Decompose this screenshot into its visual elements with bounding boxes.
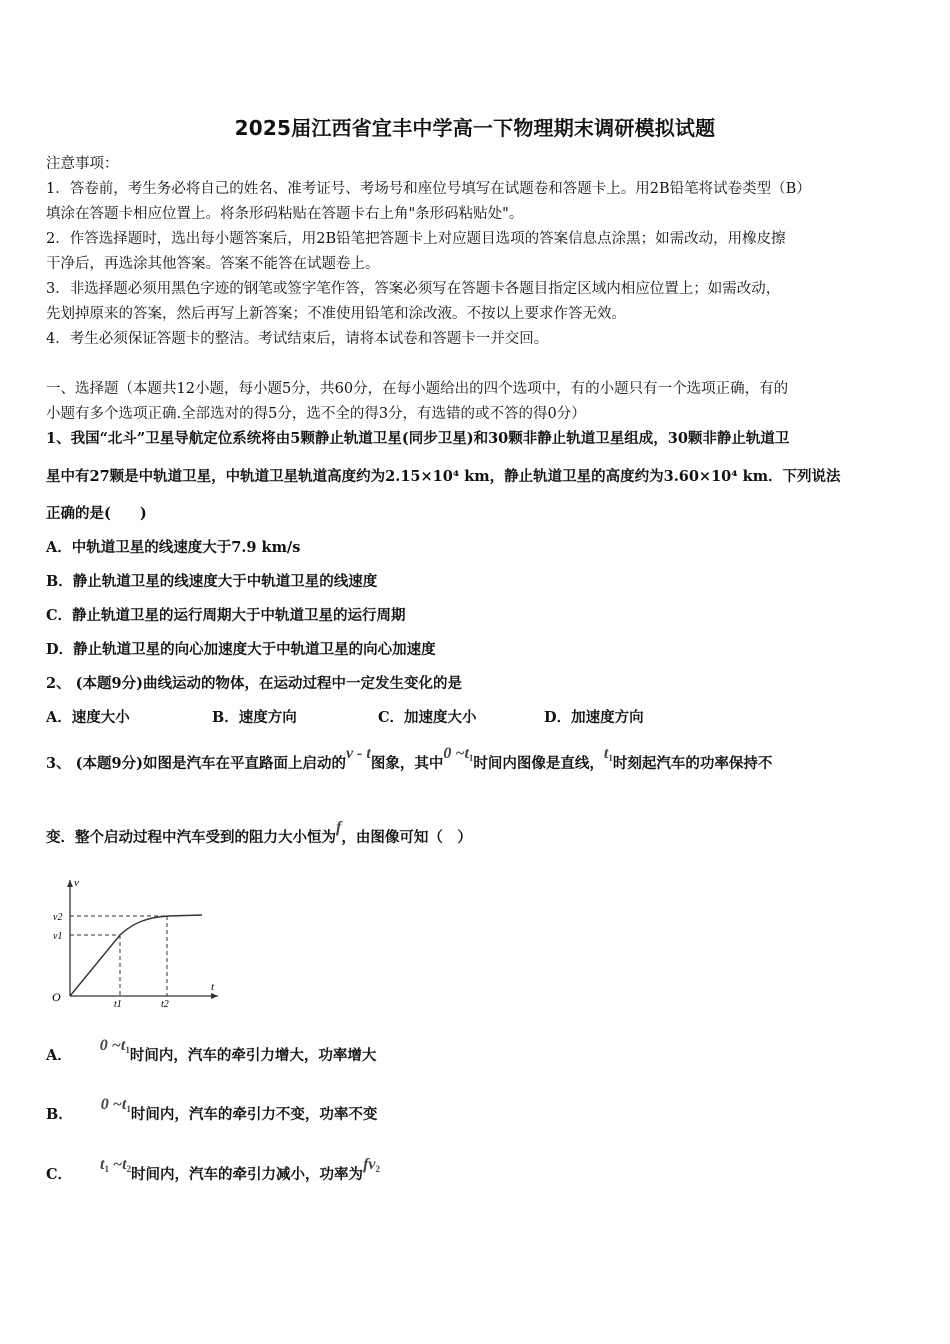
q3-stem-part: ，由图像可知（ ）: [341, 829, 472, 846]
q1-stem: 星中有27颗是中轨道卫星，中轨道卫星轨道高度约为2.15×10⁴ km，静止轨道卫星的高度约为3.60×10⁴ km．下列说法: [46, 468, 841, 485]
v2-label: v2: [53, 912, 63, 923]
q3-option-b: B．0 $\sim t_1$时间内，汽车的牵引力不变，功率不变: [46, 1096, 378, 1123]
q3-stem: [46, 745, 773, 773]
q3-stem-part: 时刻起汽车的功率保持不: [612, 755, 773, 772]
q3-math-f: f: [336, 819, 342, 836]
notice-line: 先划掉原来的答案，然后再写上新答案；不准使用铅笔和涂改液。不按以上要求作答无效。: [46, 306, 626, 322]
q1-stem: 1、我国“北斗”卫星导航定位系统将由5颗静止轨道卫星(同步卫星)和30颗非静止轨道卫星组成，30颗非静止轨道卫: [46, 430, 790, 447]
x-axis-arrow: [211, 993, 218, 999]
section-heading-cont: 小题有多个选项正确.全部选对的得5分，选不全的得3分，有选错的或不答的得0分）: [46, 406, 586, 422]
v1-label: v1: [53, 931, 63, 942]
q3-optC-math: $t_1$ $\sim t_2$: [100, 1156, 132, 1174]
vt-graph: [44, 872, 224, 1012]
q3-math-t1: $t_1$: [603, 745, 613, 763]
q3-option-c: C．$t_1$ $\sim t_2$时间内，汽车的牵引力减小，功率为$fv_2$: [46, 1156, 380, 1183]
q2-option-b: B．速度方向: [212, 709, 297, 726]
notice-line: 干净后，再选涂其他答案。答案不能答在试题卷上。: [46, 256, 380, 272]
q2-option-c: C．加速度大小: [378, 709, 477, 726]
notice-line: 3．非选择题必须用黑色字迹的钢笔或签字笔作答，答案必须写在答题卡各题目指定区域内相应位置上；如需改动，: [46, 281, 781, 297]
q1-option-c: C．静止轨道卫星的运行周期大于中轨道卫星的运行周期: [46, 607, 406, 624]
q3-math-0t1: 0 $\sim t_1$: [443, 745, 474, 763]
y-axis-label: v: [74, 877, 79, 889]
vt-curve: [70, 915, 202, 996]
q1-option-b: B．静止轨道卫星的线速度大于中轨道卫星的线速度: [46, 573, 378, 590]
q3-math-vt: v - t: [345, 745, 371, 762]
q1-stem: 正确的是( ): [46, 505, 147, 522]
q3-stem-line2: [46, 819, 472, 847]
q2-option-a: A．速度大小: [46, 709, 130, 726]
q3-option-a: A．0 $\sim t_1$时间内，汽车的牵引力增大，功率增大: [46, 1037, 377, 1064]
q3-stem-part: 时间内图像是直线，: [473, 755, 604, 772]
q1-option-a: A．中轨道卫星的线速度大于7.9 km/s: [46, 539, 301, 556]
q2-option-d: D．加速度方向: [544, 709, 644, 726]
q3-stem-part: 变．整个启动过程中汽车受到的阻力大小恒为: [46, 829, 336, 846]
y-axis-arrow: [67, 880, 73, 887]
q3-optB-math: 0 $\sim t_1$: [100, 1096, 131, 1114]
q3-stem-part: 3、 (本题9分)如图是汽车在平直路面上启动的: [46, 755, 346, 772]
notice-heading: 注意事项：: [46, 156, 119, 172]
t2-label: t2: [161, 999, 169, 1010]
notice-line: 1．答卷前，考生务必将自己的姓名、准考证号、考场号和座位号填写在试题卷和答题卡上。用2B铅笔将试卷类型（B）: [46, 181, 811, 197]
notice-line: 4．考生必须保证答题卡的整洁。考试结束后，请将本试卷和答题卡一并交回。: [46, 331, 549, 347]
q3-optA-math: 0 $\sim t_1$: [99, 1037, 130, 1055]
q2-options: [46, 706, 710, 727]
t1-label: t1: [114, 999, 122, 1010]
section-heading: 一、选择题（本题共12小题，每小题5分，共60分，在每小题给出的四个选项中，有的小题只有一个选项正确，有的: [46, 381, 789, 397]
notice-line: 2．作答选择题时，选出每小题答案后，用2B铅笔把答题卡上对应题目选项的答案信息点涂黑；如需改动，用橡皮擦: [46, 231, 786, 247]
origin-label: O: [52, 990, 61, 1004]
q3-stem-part: 图象，其中: [370, 755, 444, 772]
x-axis-label: t: [211, 981, 215, 993]
q2-stem: 2、 (本题9分)曲线运动的物体，在运动过程中一定发生变化的是: [46, 675, 462, 692]
q1-option-d: D．静止轨道卫星的向心加速度大于中轨道卫星的向心加速度: [46, 641, 436, 658]
page-title: 2025届江西省宜丰中学高一下物理期末调研模拟试题: [234, 116, 716, 140]
q3-optC-fv2: $fv_2$: [363, 1156, 380, 1174]
notice-line: 填涂在答题卡相应位置上。将条形码粘贴在答题卡右上角"条形码粘贴处"。: [46, 206, 524, 222]
